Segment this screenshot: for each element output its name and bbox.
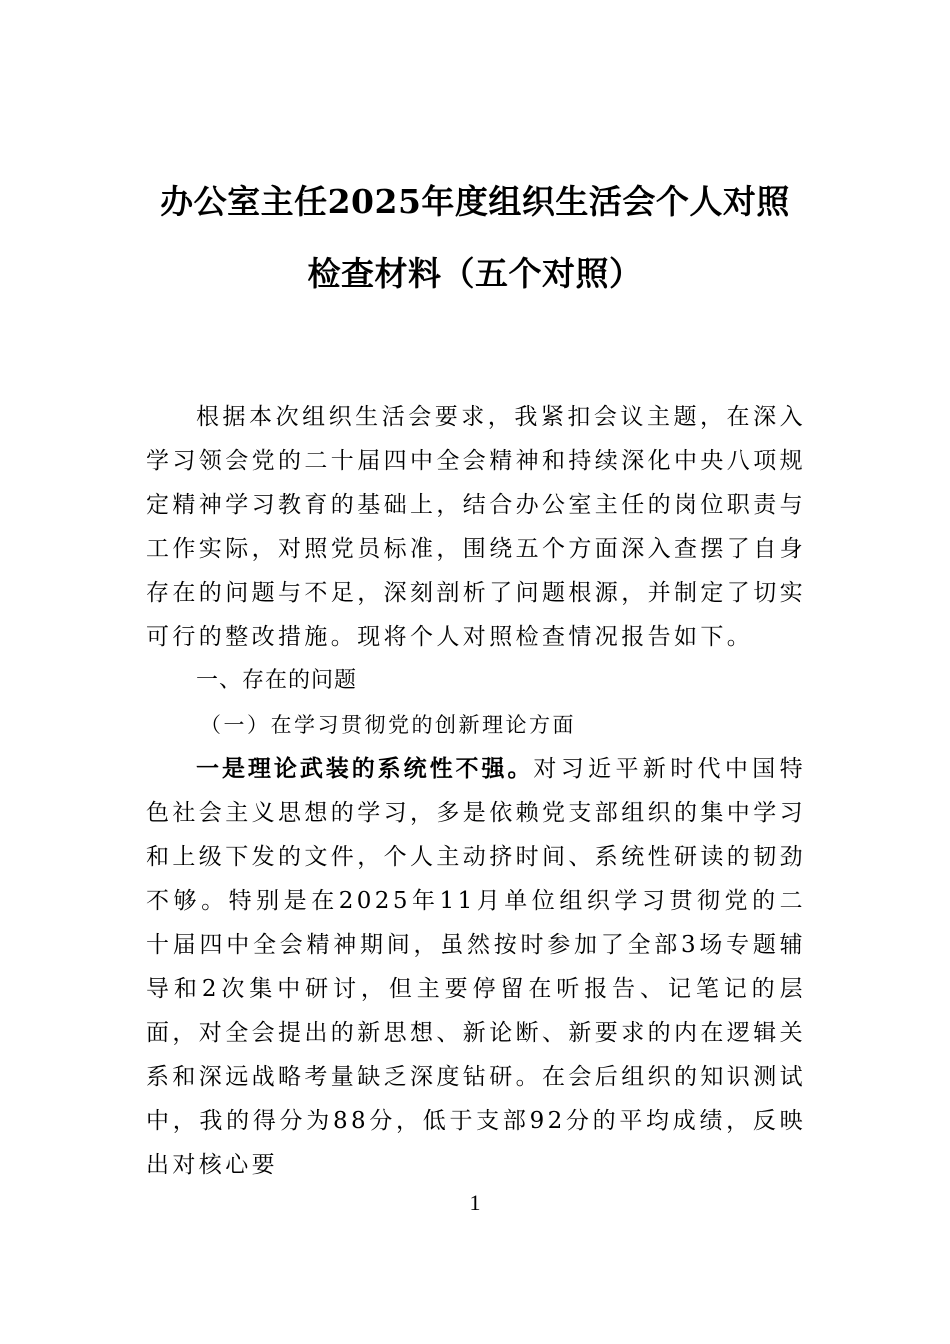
subsection-heading: （一）在学习贯彻党的创新理论方面 xyxy=(200,713,576,737)
document-title xyxy=(120,166,830,310)
page-number: 1 xyxy=(469,1190,481,1215)
title-line-2: 检查材料（五个对照） xyxy=(307,254,643,293)
point-paragraph xyxy=(146,747,806,1187)
section-heading: 一、存在的问题 xyxy=(196,668,358,693)
document-body xyxy=(146,395,806,1187)
point-lead: 一是理论武装的系统性不强。 xyxy=(196,756,534,782)
title-line-1: 办公室主任2025年度组织生活会个人对照 xyxy=(160,182,790,221)
point-body: 对习近平新时代中国特色社会主义思想的学习，多是依赖党支部组织的集中学习和上级下发的文件，个人主动挤时间、系统性研读的韧劲不够。特别是在2025年11月单位组织学习贯彻党的二十届四中全会精神期间，虽然按时参加了全部3场专题辅导和2次集中研讨，但主要停留在听报告、记笔记的层面，对全会提出的新思想、新论断、新要求的内在逻辑关系和深远战略考量缺乏深度钻研。在会后组织的知识测试中，我的得分为88分，低于支部92分的平均成绩，反映出对核心要 xyxy=(146,756,807,1178)
intro-paragraph: 根据本次组织生活会要求，我紧扣会议主题，在深入学习领会党的二十届四中全会精神和持续深化中央八项规定精神学习教育的基础上，结合办公室主任的岗位职责与工作实际，对照党员标准，围绕五个方面深入查摆了自身存在的问题与不足，深刻剖析了问题根源，并制定了切实可行的整改措施。现将个人对照检查情况报告如下。 xyxy=(146,404,806,650)
